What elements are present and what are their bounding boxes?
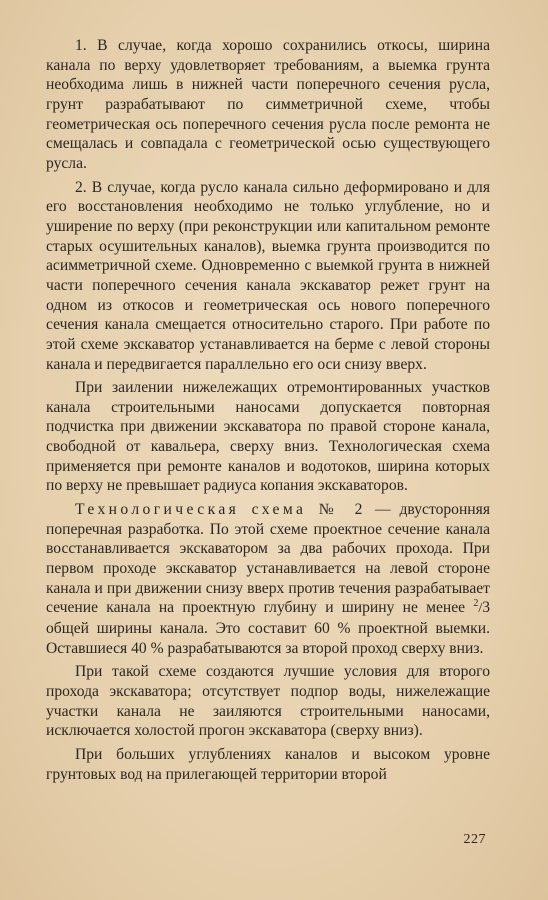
page-number: 227 bbox=[463, 832, 486, 847]
paragraph-conditions: При такой схеме создаются лучшие условия для второго прохода экскаватора; отсутствует подпор воды, нижележащие участки канала не заиляются строительными наносами, исключается холостой прогон экскаватора (сверху вниз). bbox=[46, 663, 490, 740]
fraction-denominator: 3 bbox=[482, 599, 490, 617]
paragraph-case-2: 2. В случае, когда русло канала сильно деформировано и для его восстановления необходимо не только углубление, но и уширение по верху (при реконструкции или капитальном ремонте старых осушительных каналов), выемка грунта производится по асимметричной схеме. Одновременно с выемкой грунта в нижней части поперечного сечения канала экскаватор режет грунт на одном из откосов и геометрическая ось нового поперечного сечения канала смещается относительно старого. При работе по этой схеме экскаватор устанавливается на берме с левой стороны канала и передвигается параллельно его оси снизу вверх. bbox=[46, 178, 490, 373]
paragraph-case-1: 1. В случае, когда хорошо сохранились откосы, ширина канала по верху удовлетворяет требованиям, а выемка грунта необходима лишь в нижней части поперечного сечения русла, грунт разрабатывают по симметричной схеме, чтобы геометрическая ось поперечного сечения русла после ремонта не смещалась и совпадала с геометрической осью существующего русла. bbox=[46, 37, 490, 172]
scheme-2-heading: Технологическая схема № 2 bbox=[75, 501, 366, 519]
scheme-2-text: — двусторонняя поперечная разработка. По этой схеме проектное сечение канала восстанавливается экскаватором за два рабочих прохода. При первом проходе экскаватор устанавливается на левой стороне канала и при движении снизу вверх против течения разрабатывает сечение канала на проектную глубину и ширину не менее bbox=[46, 501, 490, 617]
scheme-2-text-continued: общей ширины канала. Это составит 60 % проектной выемки. Оставшиеся 40 % разрабатываются за второй проход сверху вниз. bbox=[46, 620, 490, 657]
fraction-numerator: 2 bbox=[473, 598, 479, 610]
paragraph-silting: При заилении нижележащих отремонтированных участков канала строительными наносами допускается повторная подчистка при движении экскаватора по правой стороне канала, свободной от кавальера, сверху вниз. Технологическая схема применяется при ремонте каналов и водотоков, ширина которых по верху не превышает радиуса копания экскаваторов. bbox=[46, 379, 490, 495]
page-text bbox=[46, 36, 490, 784]
paragraph-scheme-2: Технологическая схема № 2 — двусторонняя поперечная разработка. По этой схеме проектное сечение канала восстанавливается экскаватором за два рабочих прохода. При первом проходе экскаватор устанавливается на левой стороне канала и при движении снизу вверх против течения разрабатывает сечение канала на проектную глубину и ширину не менее $^2$/3 общей ширины канала. Это составит 60 % проектной выемки. Оставшиеся 40 % разрабатываются за второй проход сверху вниз. bbox=[46, 501, 490, 657]
paragraph-deepening: При больших углублениях каналов и высоком уровне грунтовых вод на прилегающей территории второй bbox=[46, 745, 490, 783]
